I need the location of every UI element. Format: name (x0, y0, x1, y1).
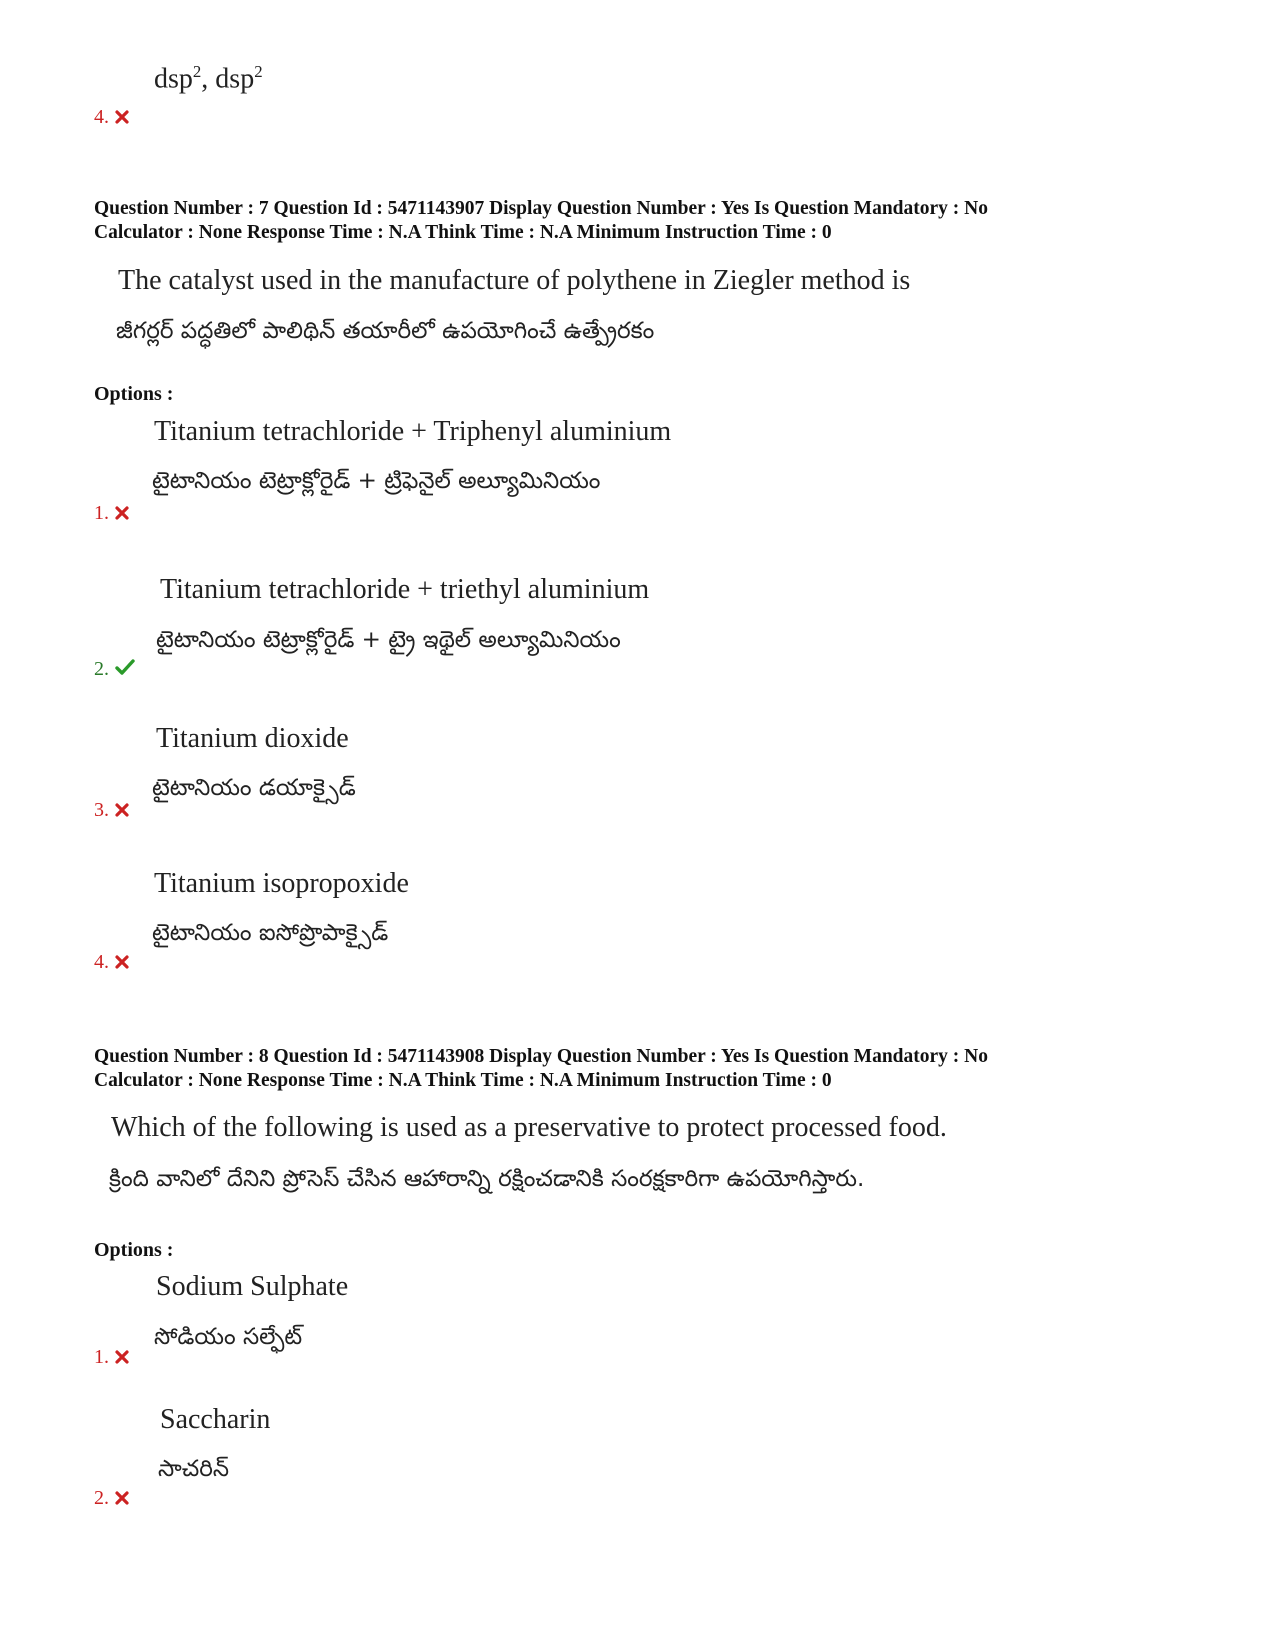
q8-question-telugu: క్రింది వానిలో దేనిని ప్రోసెస్ చేసిన ఆహారాన్ని రక్షించడానికి సంరక్షకారిగా ఉపయోగిస్తారు. (109, 1166, 865, 1192)
q7-option-2-telugu: టైటానియం టెట్రాక్లోరైడ్ + ట్రై ఇథైల్ అల్యూమినియం (156, 627, 621, 653)
q7-meta-line1: Question Number : 7 Question Id : 5471143907 Display Question Number : Yes Is Question Mandatory : No (94, 198, 989, 219)
top-option-4-number: 4. (94, 106, 129, 130)
q8-meta-line1: Question Number : 8 Question Id : 5471143908 Display Question Number : Yes Is Question Mandatory : No (94, 1046, 989, 1067)
cross-mark-icon (115, 1347, 129, 1370)
cross-mark-icon (115, 107, 129, 130)
q8-option-1-english: Sodium Sulphate (156, 1271, 349, 1302)
cross-mark-icon (115, 800, 129, 823)
cross-mark-icon (115, 503, 129, 526)
q7-options-label: Options : (94, 383, 174, 405)
q8-option-2-number: 2. (94, 1487, 129, 1511)
q8-options-label: Options : (94, 1239, 174, 1261)
q7-meta-line2: Calculator : None Response Time : N.A Think Time : N.A Minimum Instruction Time : 0 (94, 222, 832, 243)
cross-mark-icon (115, 952, 129, 975)
cross-mark-icon (115, 1488, 129, 1511)
q7-option-3-number: 3. (94, 799, 129, 823)
q7-option-2-english: Titanium tetrachloride + triethyl aluminium (160, 574, 650, 605)
top-option-4-text: dsp$^2$, dsp$^2$ (154, 62, 263, 95)
check-mark-icon (115, 658, 135, 682)
q7-option-4-number: 4. (94, 951, 129, 975)
q7-option-1-telugu: టైటానియం టెట్రాక్లోరైడ్ + ట్రిఫెనైల్ అల్యూమినియం (152, 468, 601, 494)
q7-option-4-telugu: టైటానియం ఐసోప్రొపాక్సైడ్ (152, 920, 389, 946)
q7-question-telugu: జీగర్లర్ పద్ధతిలో పాలిథిన్ తయారీలో ఉపయోగించే ఉత్ప్రేరకం (116, 318, 655, 344)
q7-question-english: The catalyst used in the manufacture of polythene in Ziegler method is (118, 265, 911, 296)
q7-option-2-number: 2. (94, 658, 135, 682)
q7-option-4-english: Titanium isopropoxide (154, 868, 409, 899)
q8-question-english: Which of the following is used as a preservative to protect processed food. (111, 1112, 947, 1143)
q8-option-2-telugu: సాచరిన్ (158, 1456, 229, 1482)
q7-option-1-number: 1. (94, 502, 129, 526)
q7-option-3-english: Titanium dioxide (156, 723, 349, 754)
q7-option-1-english: Titanium tetrachloride + Triphenyl aluminium (154, 416, 672, 447)
q8-meta-line2: Calculator : None Response Time : N.A Think Time : N.A Minimum Instruction Time : 0 (94, 1070, 832, 1091)
q8-option-1-telugu: సోడియం సల్ఫేట్ (154, 1324, 303, 1350)
q8-option-1-number: 1. (94, 1346, 129, 1370)
q7-option-3-telugu: టైటానియం డయాక్సైడ్ (152, 775, 356, 801)
q8-option-2-english: Saccharin (160, 1404, 271, 1435)
